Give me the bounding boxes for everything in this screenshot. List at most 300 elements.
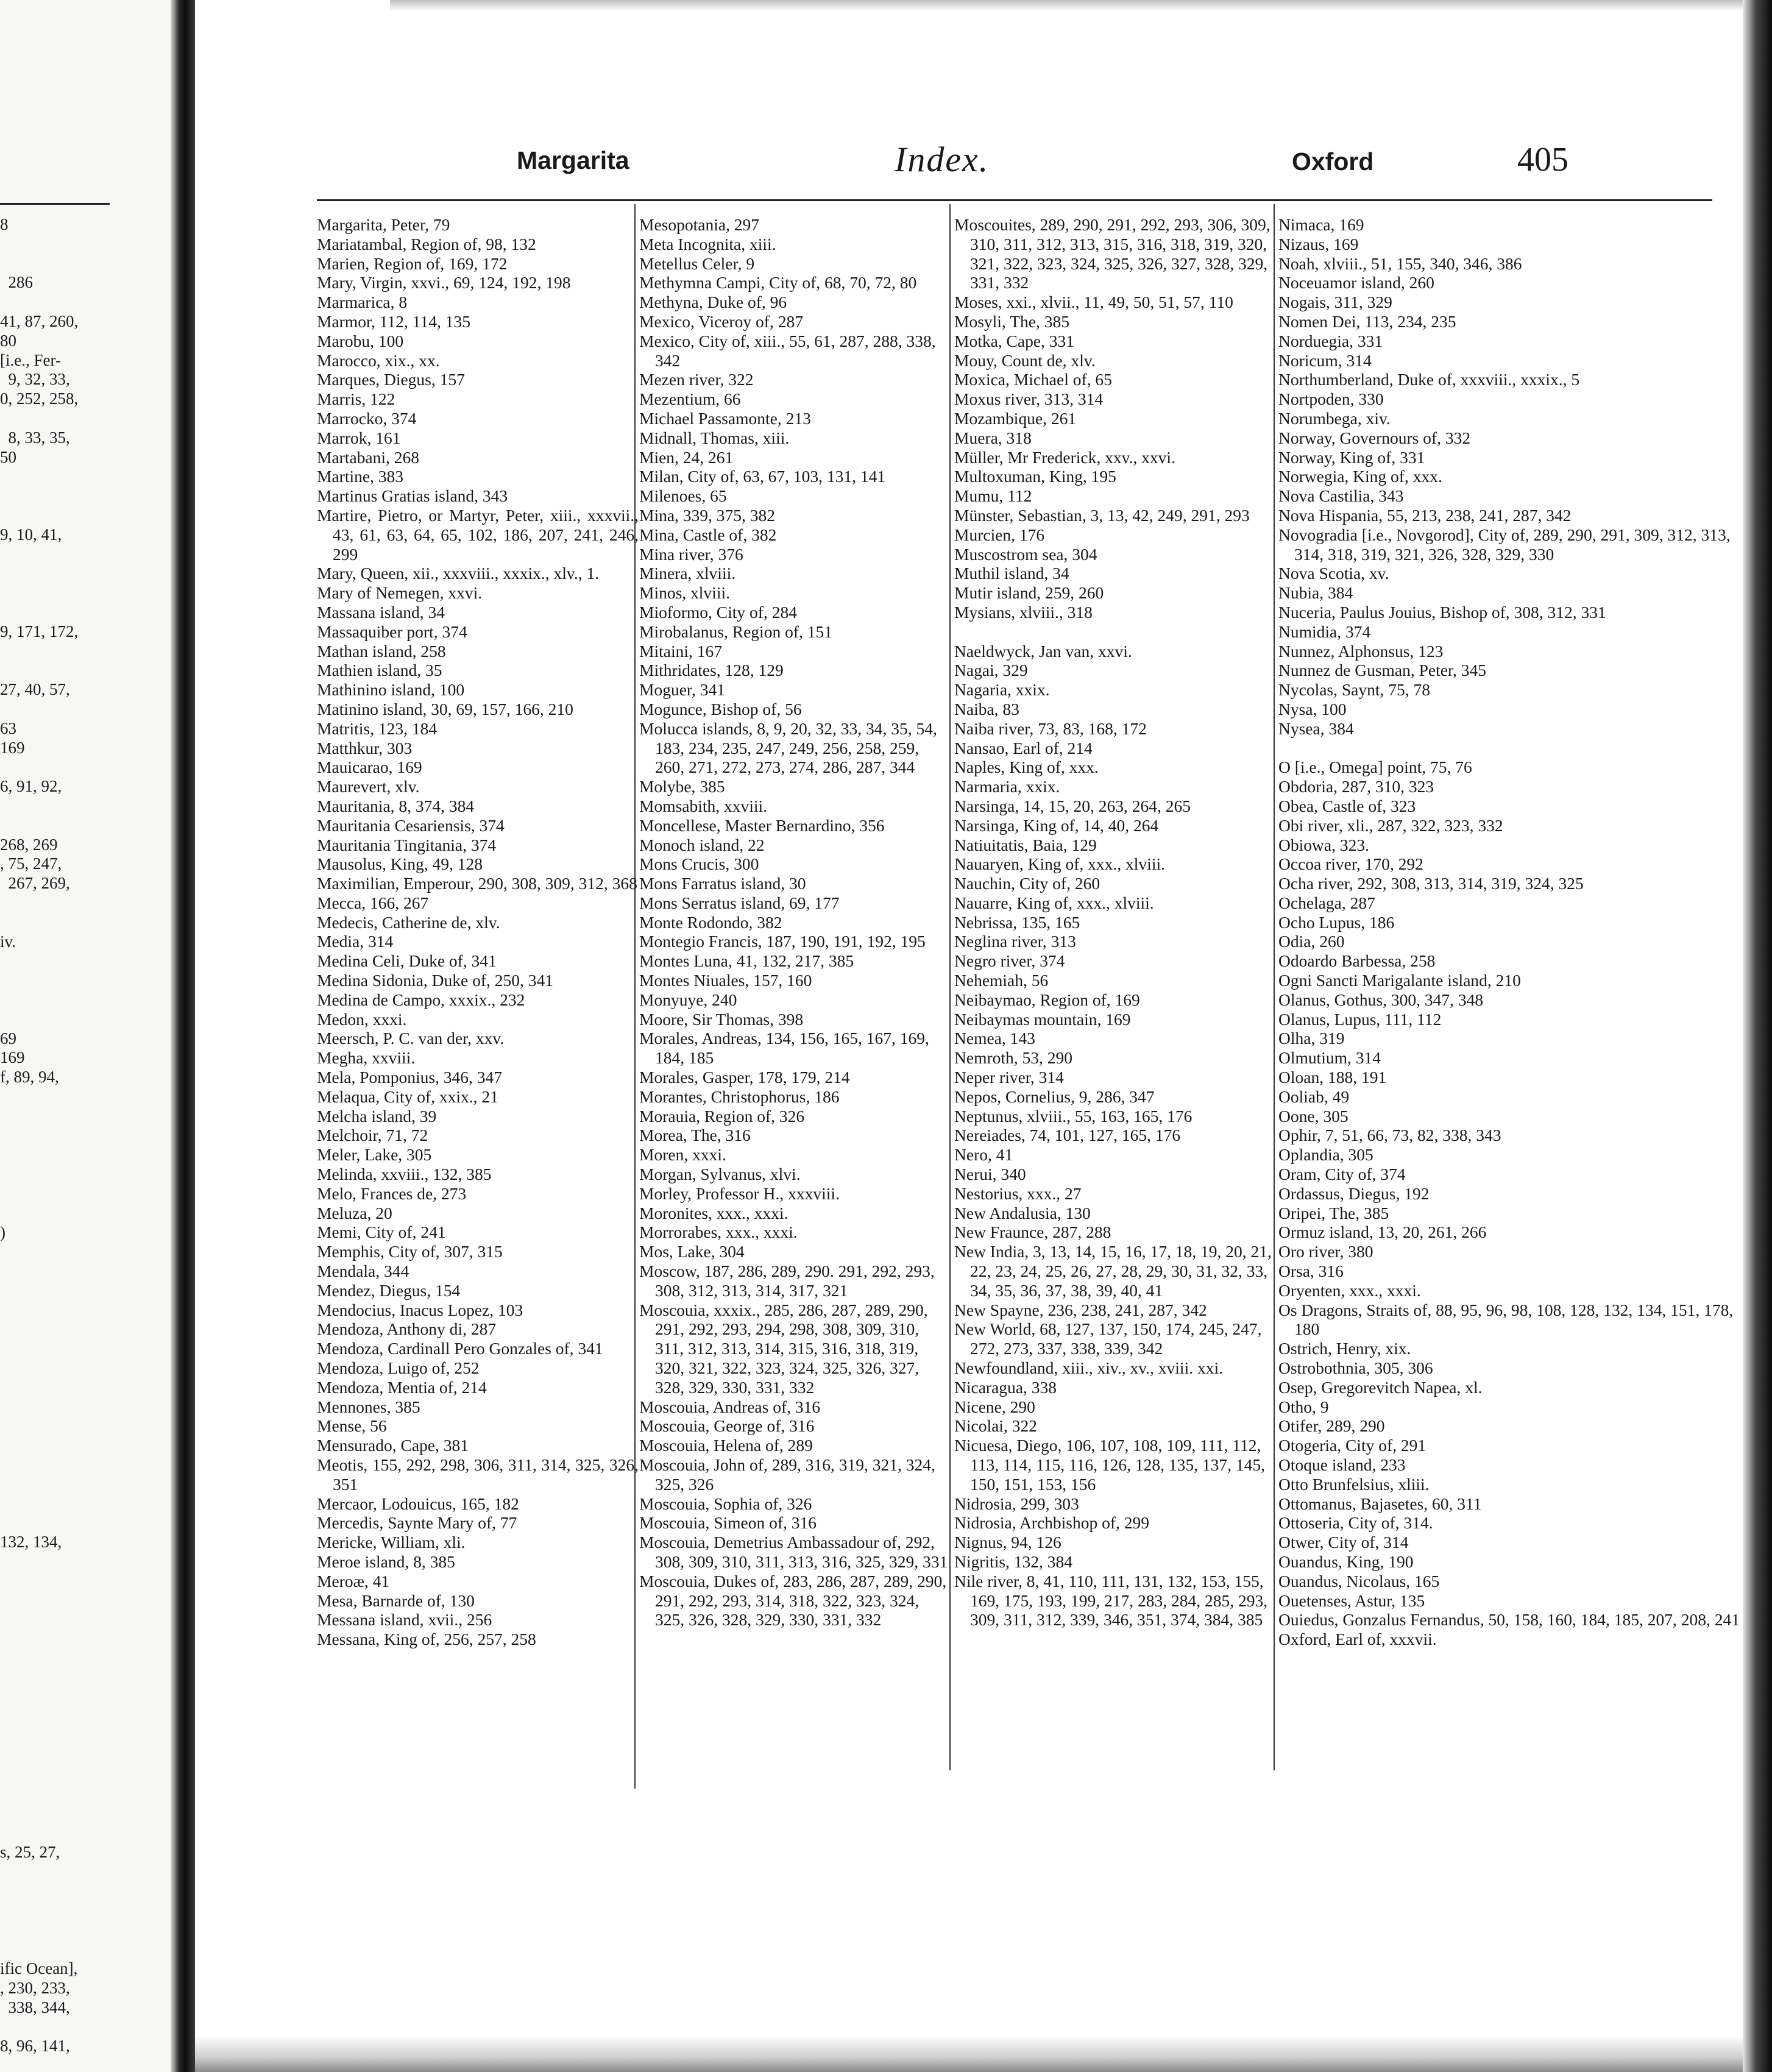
- facing-page-text-fragment: , 75, 247,: [0, 854, 62, 873]
- index-entry: Nicaragua, 338: [954, 1377, 1057, 1397]
- index-column-3: [954, 215, 1278, 1630]
- index-entry: Morgan, Sylvanus, xlvi.: [639, 1165, 801, 1184]
- index-entry: Morley, Professor H., xxxviii.: [639, 1183, 840, 1203]
- index-entry: Ostrich, Henry, xix.: [1278, 1339, 1411, 1358]
- index-entry: Mary, Virgin, xxvi., 69, 124, 192, 198: [317, 273, 571, 293]
- index-entry: Matthkur, 303: [317, 738, 413, 757]
- facing-page-text-fragment: ): [0, 1222, 5, 1241]
- index-entry: Nemea, 143: [954, 1029, 1035, 1048]
- index-entry: Messana, King of, 256, 257, 258: [317, 1630, 536, 1649]
- index-entry: Moscouia, Helena of, 289: [639, 1436, 813, 1455]
- index-entry: Norway, Governours of, 332: [1278, 428, 1471, 447]
- index-entry: Mensurado, Cape, 381: [317, 1436, 469, 1455]
- index-entry: Ottomanus, Bajasetes, 60, 311: [1278, 1494, 1482, 1513]
- index-entry: Noceuamor island, 260: [1278, 273, 1434, 293]
- index-entry: Nogais, 311, 329: [1278, 293, 1392, 312]
- page-right-edge-shadow: [1743, 0, 1772, 2072]
- index-entry: Otogeria, City of, 291: [1278, 1436, 1426, 1455]
- index-entry: Oripei, The, 385: [1278, 1203, 1389, 1222]
- index-entry: Norduegia, 331: [1278, 331, 1383, 350]
- index-entry: Negro river, 374: [954, 951, 1065, 971]
- index-column-1: [317, 215, 639, 1649]
- letter-section-gap: [1278, 739, 1742, 758]
- header-rule: [317, 199, 1712, 201]
- index-entry: Moxus river, 313, 314: [954, 389, 1104, 409]
- index-entry: Nysea, 384: [1278, 718, 1354, 738]
- index-entry: Ocho Lupus, 186: [1278, 912, 1395, 932]
- facing-page-text-fragment: iv.: [0, 932, 16, 951]
- index-entry: Nehemiah, 56: [954, 971, 1049, 990]
- index-entry: Mexico, Viceroy of, 287: [639, 311, 803, 331]
- index-page: [195, 0, 1743, 2035]
- index-entry: Mutir island, 259, 260: [954, 583, 1104, 603]
- index-entry: Meler, Lake, 305: [317, 1145, 432, 1165]
- index-entry: Mioformo, City of, 284: [639, 602, 797, 622]
- running-head-first-entry: Margarita: [517, 146, 629, 174]
- index-entry: Mien, 24, 261: [639, 447, 734, 467]
- index-entry: Muscostrom sea, 304: [954, 544, 1097, 564]
- index-entry: Mesa, Barnarde of, 130: [317, 1591, 475, 1610]
- index-entry: Mons Crucis, 300: [639, 854, 759, 874]
- index-entry: Otto Brunfelsius, xliii.: [1278, 1474, 1430, 1494]
- index-entry: Melo, Frances de, 273: [317, 1183, 467, 1203]
- index-entry: Mennones, 385: [317, 1397, 420, 1416]
- index-entry: Nauaryen, King of, xxx., xlviii.: [954, 854, 1165, 874]
- index-entry: Massana island, 34: [317, 602, 445, 622]
- index-entry: Ocha river, 292, 308, 313, 314, 319, 324, 325: [1278, 874, 1584, 893]
- index-entry: Multoxuman, King, 195: [954, 467, 1116, 486]
- index-entry: Mysians, xlviii., 318: [954, 602, 1093, 622]
- index-entry: Melcha island, 39: [317, 1106, 437, 1126]
- index-entry: Otwer, City of, 314: [1278, 1533, 1409, 1552]
- index-entry: Morales, Gasper, 178, 179, 214: [639, 1068, 850, 1087]
- index-entry: Neptunus, xlviii., 55, 163, 165, 176: [954, 1106, 1193, 1126]
- index-entry: Nycolas, Saynt, 75, 78: [1278, 680, 1431, 700]
- index-entry: Nidrosia, Archbishop of, 299: [954, 1513, 1150, 1533]
- index-entry: Ouiedus, Gonzalus Fernandus, 50, 158, 160, 184, 185, 207, 208, 241: [1278, 1610, 1740, 1630]
- index-entry: Mathan island, 258: [317, 641, 446, 661]
- index-entry: Montegio Francis, 187, 190, 191, 192, 195: [639, 932, 926, 951]
- facing-page-text-fragment: 9, 32, 33,: [0, 370, 70, 389]
- index-entry: Minera, xlviii.: [639, 564, 736, 583]
- index-entry: Marien, Region of, 169, 172: [317, 254, 508, 273]
- index-entry: Ochelaga, 287: [1278, 893, 1375, 912]
- index-entry: New Spayne, 236, 238, 241, 287, 342: [954, 1300, 1207, 1319]
- index-entry: Nauchin, City of, 260: [954, 874, 1100, 893]
- index-entry: Odoardo Barbessa, 258: [1278, 951, 1436, 971]
- index-entry: Minos, xlviii.: [639, 583, 730, 603]
- index-entry: Norwegia, King of, xxx.: [1278, 467, 1442, 486]
- facing-page-text-fragment: 169: [0, 1048, 25, 1067]
- index-entry: Margarita, Peter, 79: [317, 215, 450, 234]
- index-entry: Metellus Celer, 9: [639, 254, 755, 273]
- facing-page-text-fragment: 63: [0, 718, 16, 737]
- index-entry: Nuceria, Paulus Jouius, Bishop of, 308, 312, 331: [1278, 602, 1606, 622]
- index-entry: Mina river, 376: [639, 544, 743, 564]
- facing-page-text-fragment: ific Ocean],: [0, 1959, 78, 1978]
- index-entry: Nile river, 8, 41, 110, 111, 131, 132, 153, 155, 169, 175, 193, 199, 217, 283, 284, 285, 293, 309, 311, 312, 339, 346, 351, 374, 384, 385: [954, 1571, 1268, 1630]
- index-entry: Methymna Campi, City of, 68, 70, 72, 80: [639, 273, 917, 293]
- index-entry: Odia, 260: [1278, 932, 1345, 951]
- facing-page-edge: [0, 0, 178, 2072]
- index-entry: Naeldwyck, Jan van, xxvi.: [954, 641, 1132, 661]
- index-entry: Muthil island, 34: [954, 564, 1069, 583]
- page-number: 405: [1517, 141, 1568, 179]
- index-entry: Moore, Sir Thomas, 398: [639, 1009, 804, 1029]
- index-entry: Mecca, 166, 267: [317, 893, 429, 912]
- index-entry: Newfoundland, xiii., xiv., xv., xviii. xxi.: [954, 1358, 1223, 1378]
- index-entry: Martine, 383: [317, 467, 404, 486]
- index-entry: Nero, 41: [954, 1145, 1013, 1165]
- index-entry: Occoa river, 170, 292: [1278, 854, 1423, 874]
- facing-page-text-fragment: 268, 269: [0, 835, 58, 854]
- index-entry: Nova Hispania, 55, 213, 238, 241, 287, 342: [1278, 505, 1572, 525]
- facing-page-text-fragment: 8, 33, 35,: [0, 428, 70, 447]
- index-entry: Mogunce, Bishop of, 56: [639, 699, 802, 718]
- index-column-4: [1278, 215, 1742, 1649]
- index-entry: Nigritis, 132, 384: [954, 1552, 1073, 1571]
- index-entry: Naples, King of, xxx.: [954, 757, 1099, 777]
- index-entry: Melinda, xxviii., 132, 385: [317, 1165, 492, 1184]
- index-entry: Moscouia, xxxix., 285, 286, 287, 289, 290, 291, 292, 293, 294, 298, 308, 309, 310, 311, 312, 313, 314, 315, 316, 318, 319, 320, 321, 322, 323, 324, 325, 326, 327, 328, 329, 330, 331, 332: [639, 1300, 928, 1397]
- index-entry: Mathinino island, 100: [317, 680, 465, 700]
- index-entry: New Andalusia, 130: [954, 1203, 1091, 1222]
- index-entry: Marmor, 112, 114, 135: [317, 311, 470, 331]
- index-entry: Meotis, 155, 292, 298, 306, 311, 314, 325, 326, 351: [317, 1455, 639, 1494]
- index-entry: Narmaria, xxix.: [954, 777, 1060, 797]
- index-entry: Maximilian, Emperour, 290, 308, 309, 312, 368: [317, 874, 637, 893]
- index-entry: Methyna, Duke of, 96: [639, 293, 787, 312]
- index-entry: Nagaria, xxix.: [954, 680, 1050, 700]
- index-entry: Obdoria, 287, 310, 323: [1278, 777, 1434, 797]
- index-entry: Matinino island, 30, 69, 157, 166, 210: [317, 699, 573, 718]
- facing-page-header-rule: [0, 203, 110, 205]
- index-entry: Oone, 305: [1278, 1106, 1348, 1126]
- index-entry: Monoch island, 22: [639, 835, 765, 854]
- index-entry: Medina Sidonia, Duke of, 250, 341: [317, 971, 554, 990]
- index-entry: Mauicarao, 169: [317, 757, 422, 777]
- index-entry: Morauia, Region of, 326: [639, 1106, 805, 1126]
- index-entry: Mons Serratus island, 69, 177: [639, 893, 840, 912]
- index-entry: Neibaymas mountain, 169: [954, 1009, 1131, 1029]
- index-entry: Milan, City of, 63, 67, 103, 131, 141: [639, 467, 886, 486]
- index-entry: Mauritania Cesariensis, 374: [317, 815, 505, 835]
- index-entry: Nova Scotia, xv.: [1278, 564, 1389, 583]
- index-entry: Mosyli, The, 385: [954, 311, 1069, 331]
- index-entry: Memphis, City of, 307, 315: [317, 1242, 503, 1261]
- index-entry: Marmarica, 8: [317, 293, 408, 312]
- index-entry: Mezen river, 322: [639, 370, 754, 389]
- index-entry: Maurevert, xlv.: [317, 777, 420, 797]
- index-entry: Nestorius, xxx., 27: [954, 1183, 1082, 1203]
- index-entry: Montes Luna, 41, 132, 217, 385: [639, 951, 854, 971]
- index-entry: Michael Passamonte, 213: [639, 408, 811, 428]
- index-entry: Mendez, Diegus, 154: [317, 1280, 461, 1300]
- facing-page-text-fragment: 8, 96, 141,: [0, 2037, 70, 2056]
- index-entry: Marris, 122: [317, 389, 395, 409]
- index-entry: Mozambique, 261: [954, 408, 1077, 428]
- index-entry: Natiuitatis, Baia, 129: [954, 835, 1097, 854]
- index-entry: Mezentium, 66: [639, 389, 741, 409]
- index-entry: Motka, Cape, 331: [954, 331, 1075, 350]
- index-entry: Novogradia [i.e., Novgorod], City of, 289, 290, 291, 309, 312, 313, 314, 318, 319, 321, 326, 328, 329, 330: [1278, 525, 1731, 564]
- index-entry: Meta Incognita, xiii.: [639, 234, 776, 254]
- facing-page-text-fragment: 169: [0, 738, 25, 757]
- index-entry: Nicene, 290: [954, 1397, 1035, 1416]
- index-entry: Milenoes, 65: [639, 486, 727, 506]
- index-entry: Moscouia, Simeon of, 316: [639, 1513, 817, 1533]
- index-entry: Monte Rodondo, 382: [639, 912, 782, 932]
- index-entry: Martabani, 268: [317, 447, 420, 467]
- index-entry: Moxica, Michael of, 65: [954, 370, 1112, 389]
- index-entry: Ouetenses, Astur, 135: [1278, 1591, 1425, 1610]
- index-entry: Nereiades, 74, 101, 127, 165, 176: [954, 1126, 1181, 1145]
- index-entry: Münster, Sebastian, 3, 13, 42, 249, 291, 293: [954, 505, 1250, 525]
- facing-page-text-fragment: , 230, 233,: [0, 1978, 70, 1997]
- index-entry: Marrocko, 374: [317, 408, 417, 428]
- index-entry: Mouy, Count de, xlv.: [954, 350, 1096, 370]
- index-entry: New India, 3, 13, 14, 15, 16, 17, 18, 19, 20, 21, 22, 23, 24, 25, 26, 27, 28, 29, 30, 31, 32, 33, 34, 35, 36, 37, 38, 39, 40, 41: [954, 1242, 1272, 1300]
- facing-page-text-fragment: 69: [0, 1029, 16, 1048]
- index-entry: Obiowa, 323.: [1278, 835, 1369, 854]
- page-title: Index.: [895, 140, 990, 179]
- index-entry: Mendocius, Inacus Lopez, 103: [317, 1300, 523, 1319]
- index-entry: Nizaus, 169: [1278, 234, 1359, 254]
- index-entry: Nicuesa, Diego, 106, 107, 108, 109, 111, 112, 113, 114, 115, 116, 126, 128, 135, 137, 145, 150, 151, 153, 156: [954, 1436, 1266, 1494]
- index-entry: Nerui, 340: [954, 1165, 1026, 1184]
- index-entry: Mendoza, Cardinall Pero Gonzales of, 341: [317, 1339, 603, 1358]
- index-entry: Mumu, 112: [954, 486, 1032, 506]
- index-entry: Nunnez, Alphonsus, 123: [1278, 641, 1444, 661]
- index-entry: Monyuye, 240: [639, 990, 737, 1009]
- index-entry: Media, 314: [317, 932, 394, 951]
- index-entry: Moscow, 187, 286, 289, 290. 291, 292, 293, 308, 312, 313, 314, 317, 321: [639, 1261, 935, 1300]
- index-entry: Oplandia, 305: [1278, 1145, 1373, 1165]
- index-entry: Meersch, P. C. van der, xxv.: [317, 1029, 505, 1048]
- index-entry: Mons Farratus island, 30: [639, 874, 806, 893]
- index-entry: Oxford, Earl of, xxxvii.: [1278, 1630, 1437, 1649]
- index-entry: Marobu, 100: [317, 331, 404, 350]
- index-entry: Ordassus, Diegus, 192: [1278, 1183, 1430, 1203]
- index-entry: Mitaini, 167: [639, 641, 722, 661]
- index-entry: Northumberland, Duke of, xxxviii., xxxix., 5: [1278, 370, 1580, 389]
- index-entry: Obi river, xli., 287, 322, 323, 332: [1278, 815, 1503, 835]
- index-entry: Moscouia, John of, 289, 316, 319, 321, 324, 325, 326: [639, 1455, 935, 1494]
- index-entry: Nomen Dei, 113, 234, 235: [1278, 311, 1456, 331]
- index-entry: Orsa, 316: [1278, 1261, 1344, 1281]
- facing-page-text-fragment: 6, 91, 92,: [0, 777, 62, 796]
- index-entry: Moscouia, Demetrius Ambassadour of, 292, 308, 309, 310, 311, 313, 316, 325, 329, 331: [639, 1533, 948, 1571]
- index-entry: Murcien, 176: [954, 525, 1045, 544]
- index-entry: Nysa, 100: [1278, 699, 1347, 718]
- index-entry: Mauritania Tingitania, 374: [317, 835, 497, 854]
- page-top-shadow: [390, 0, 1772, 11]
- index-entry: Mirobalanus, Region of, 151: [639, 622, 832, 641]
- facing-page-text-fragment: 9, 10, 41,: [0, 525, 62, 544]
- index-entry: Nicolai, 322: [954, 1416, 1037, 1436]
- column-divider: [949, 204, 951, 1770]
- index-entry: Morea, The, 316: [639, 1126, 751, 1145]
- index-entry: Noricum, 314: [1278, 350, 1372, 370]
- index-entry: Midnall, Thomas, xiii.: [639, 428, 790, 447]
- index-entry: New Fraunce, 287, 288: [954, 1222, 1111, 1242]
- index-entry: Medina Celi, Duke of, 341: [317, 951, 497, 971]
- index-entry: Mary of Nemegen, xxvi.: [317, 583, 483, 603]
- facing-page-text-fragment: 286: [0, 273, 33, 292]
- index-entry: O [i.e., Omega] point, 75, 76: [1278, 757, 1472, 777]
- facing-page-text-fragment: 8: [0, 215, 9, 233]
- letter-section-gap: [954, 622, 1278, 642]
- index-entry: Marocco, xix., xx.: [317, 350, 440, 370]
- index-entry: Nagai, 329: [954, 661, 1028, 680]
- index-entry: Otoque island, 233: [1278, 1455, 1406, 1474]
- index-entry: Olha, 319: [1278, 1029, 1345, 1048]
- index-entry: Nepos, Cornelius, 9, 286, 347: [954, 1087, 1155, 1106]
- index-entry: Moscouia, Dukes of, 283, 286, 287, 289, 290, 291, 292, 293, 314, 318, 322, 323, 324, 325, 326, 328, 329, 330, 331, 332: [639, 1571, 947, 1630]
- index-entry: Mendoza, Anthony di, 287: [317, 1319, 497, 1339]
- facing-page-text-fragment: 9, 171, 172,: [0, 622, 79, 640]
- index-entry: Oram, City of, 374: [1278, 1165, 1406, 1184]
- index-entry: Nidrosia, 299, 303: [954, 1494, 1079, 1513]
- index-entry: Mina, 339, 375, 382: [639, 505, 776, 525]
- index-entry: Messana island, xvii., 256: [317, 1610, 492, 1630]
- index-entry: Morales, Andreas, 134, 156, 165, 167, 169, 184, 185: [639, 1029, 929, 1068]
- index-entry: Noah, xlviii., 51, 155, 340, 346, 386: [1278, 254, 1522, 273]
- facing-page-text-fragment: f, 89, 94,: [0, 1068, 59, 1087]
- index-entry: Morrorabes, xxx., xxxi.: [639, 1222, 798, 1242]
- index-entry: Mithridates, 128, 129: [639, 661, 784, 680]
- index-entry: Norway, King of, 331: [1278, 447, 1425, 467]
- index-entry: Ouandus, Nicolaus, 165: [1278, 1571, 1440, 1591]
- index-entry: Otho, 9: [1278, 1397, 1329, 1416]
- index-entry: Ogni Sancti Marigalante island, 210: [1278, 971, 1521, 990]
- index-entry: Massaquiber port, 374: [317, 622, 467, 641]
- index-entry: Medecis, Catherine de, xlv.: [317, 912, 500, 932]
- index-entry: Mathien island, 35: [317, 661, 442, 680]
- index-entry: Molybe, 385: [639, 777, 725, 797]
- index-entry: Mendala, 344: [317, 1261, 409, 1281]
- facing-page-text-fragment: [i.e., Fer-: [0, 350, 61, 369]
- index-entry: Mela, Pomponius, 346, 347: [317, 1068, 503, 1087]
- index-entry: Nunnez de Gusman, Peter, 345: [1278, 661, 1487, 680]
- index-entry: Mariatambal, Region of, 98, 132: [317, 234, 536, 254]
- facing-page-text-fragment: 27, 40, 57,: [0, 680, 70, 699]
- index-entry: Nova Castilia, 343: [1278, 486, 1404, 506]
- index-entry: Müller, Mr Frederick, xxv., xxvi.: [954, 447, 1175, 467]
- index-entry: Oryenten, xxx., xxxi.: [1278, 1280, 1421, 1300]
- index-entry: New World, 68, 127, 137, 150, 174, 245, 247, 272, 273, 337, 338, 339, 342: [954, 1319, 1262, 1358]
- book-gutter-shadow: [171, 0, 195, 2072]
- index-column-2: [639, 215, 949, 1630]
- index-entry: Ophir, 7, 51, 66, 73, 82, 338, 343: [1278, 1126, 1501, 1145]
- facing-page-text-fragment: 80: [0, 331, 16, 350]
- index-entry: Melaqua, City of, xxix., 21: [317, 1087, 498, 1106]
- index-entry: Memi, City of, 241: [317, 1222, 446, 1242]
- index-entry: Mexico, City of, xiii., 55, 61, 287, 288, 338, 342: [639, 331, 936, 370]
- index-entry: Mauritania, 8, 374, 384: [317, 796, 475, 815]
- index-entry: Meroe island, 8, 385: [317, 1552, 455, 1571]
- index-entry: Medina de Campo, xxxix., 232: [317, 990, 525, 1009]
- index-entry: Mercedis, Saynte Mary of, 77: [317, 1513, 517, 1533]
- facing-page-text-fragment: s, 25, 27,: [0, 1843, 60, 1862]
- index-entry: Mericke, William, xli.: [317, 1533, 466, 1552]
- index-entry: Neper river, 314: [954, 1068, 1064, 1087]
- index-entry: Molucca islands, 8, 9, 20, 32, 33, 34, 35, 54, 183, 234, 235, 247, 249, 256, 258, 259, 260, 271, 272, 273, 274, 286, 287, 344: [639, 718, 937, 777]
- index-entry: Neglina river, 313: [954, 932, 1076, 951]
- index-entry: Mesopotania, 297: [639, 215, 760, 234]
- index-entry: Moronites, xxx., xxxi.: [639, 1203, 789, 1222]
- index-entry: Megha, xxviii.: [317, 1048, 416, 1068]
- facing-page-text-fragment: 338, 344,: [0, 1998, 70, 2017]
- index-entry: Moguer, 341: [639, 680, 725, 700]
- facing-page-text-fragment: 267, 269,: [0, 874, 70, 893]
- running-head-last-entry: Oxford: [1292, 147, 1374, 176]
- index-entry: Nortpoden, 330: [1278, 389, 1384, 409]
- index-entry: Norumbega, xiv.: [1278, 408, 1391, 428]
- index-entry: Obea, Castle of, 323: [1278, 796, 1416, 815]
- index-entry: Mendoza, Luigo of, 252: [317, 1358, 480, 1378]
- index-entry: Oloan, 188, 191: [1278, 1068, 1387, 1087]
- index-entry: Marrok, 161: [317, 428, 401, 447]
- index-entry: Meluza, 20: [317, 1203, 392, 1222]
- index-entry: Ooliab, 49: [1278, 1087, 1350, 1106]
- index-entry: Ottoseria, City of, 314.: [1278, 1513, 1433, 1533]
- index-entry: Numidia, 374: [1278, 622, 1371, 641]
- facing-page-text-fragment: 50: [0, 447, 16, 466]
- facing-page-text-fragment: 132, 134,: [0, 1533, 62, 1552]
- index-entry: Moscouia, Andreas of, 316: [639, 1397, 821, 1416]
- index-entry: Martire, Pietro, or Martyr, Peter, xiii., xxxvii., 43, 61, 63, 64, 65, 102, 186, 207, 241, 246, 299: [317, 505, 639, 564]
- index-entry: Moscouites, 289, 290, 291, 292, 293, 306, 309, 310, 311, 312, 313, 315, 316, 318, 319, 320, 321, 322, 323, 324, 325, 326, 327, 328, 329, 331, 332: [954, 215, 1271, 293]
- index-entry: Nansao, Earl of, 214: [954, 738, 1093, 757]
- index-entry: Mendoza, Mentia of, 214: [317, 1377, 487, 1397]
- index-entry: Morantes, Christophorus, 186: [639, 1087, 840, 1106]
- index-entry: Olanus, Lupus, 111, 112: [1278, 1009, 1442, 1029]
- index-entry: Muera, 318: [954, 428, 1032, 447]
- page-bottom-shadow: [195, 2035, 1743, 2072]
- index-entry: Nimaca, 169: [1278, 215, 1364, 234]
- index-entry: Narsinga, 14, 15, 20, 263, 264, 265: [954, 796, 1191, 815]
- index-entry: Nemroth, 53, 290: [954, 1048, 1073, 1068]
- index-entry: Ormuz island, 13, 20, 261, 266: [1278, 1222, 1487, 1242]
- index-entry: Medon, xxxi.: [317, 1009, 407, 1029]
- index-entry: Nubia, 384: [1278, 583, 1353, 603]
- index-entry: Melchoir, 71, 72: [317, 1126, 428, 1145]
- index-entry: Olanus, Gothus, 300, 347, 348: [1278, 990, 1484, 1009]
- index-entry: Mausolus, King, 49, 128: [317, 854, 483, 874]
- index-entry: Mary, Queen, xii., xxxviii., xxxix., xlv., 1.: [317, 564, 600, 583]
- index-entry: Mercaor, Lodouicus, 165, 182: [317, 1494, 519, 1513]
- index-entry: Nignus, 94, 126: [954, 1533, 1061, 1552]
- index-entry: Moscouia, George of, 316: [639, 1416, 815, 1436]
- index-entry: Moscouia, Sophia of, 326: [639, 1494, 812, 1513]
- index-entry: Neibaymao, Region of, 169: [954, 990, 1140, 1009]
- index-entry: Moses, xxi., xlvii., 11, 49, 50, 51, 57, 110: [954, 293, 1233, 312]
- index-entry: Nebrissa, 135, 165: [954, 912, 1080, 932]
- index-entry: Mina, Castle of, 382: [639, 525, 777, 544]
- index-entry: Oro river, 380: [1278, 1242, 1373, 1261]
- index-entry: Montes Niuales, 157, 160: [639, 971, 812, 990]
- index-entry: Os Dragons, Straits of, 88, 95, 96, 98, 108, 128, 132, 134, 151, 178, 180: [1278, 1300, 1734, 1339]
- index-entry: Narsinga, King of, 14, 40, 264: [954, 815, 1159, 835]
- index-entry: Martinus Gratias island, 343: [317, 486, 508, 506]
- index-entry: Olmutium, 314: [1278, 1048, 1381, 1068]
- facing-page-text-fragment: 0, 252, 258,: [0, 389, 79, 408]
- index-entry: Nauarre, King of, xxx., xlviii.: [954, 893, 1154, 912]
- index-entry: Ostrobothnia, 305, 306: [1278, 1358, 1433, 1378]
- facing-page-text-fragment: 41, 87, 260,: [0, 312, 79, 330]
- index-entry: Moren, xxxi.: [639, 1145, 726, 1165]
